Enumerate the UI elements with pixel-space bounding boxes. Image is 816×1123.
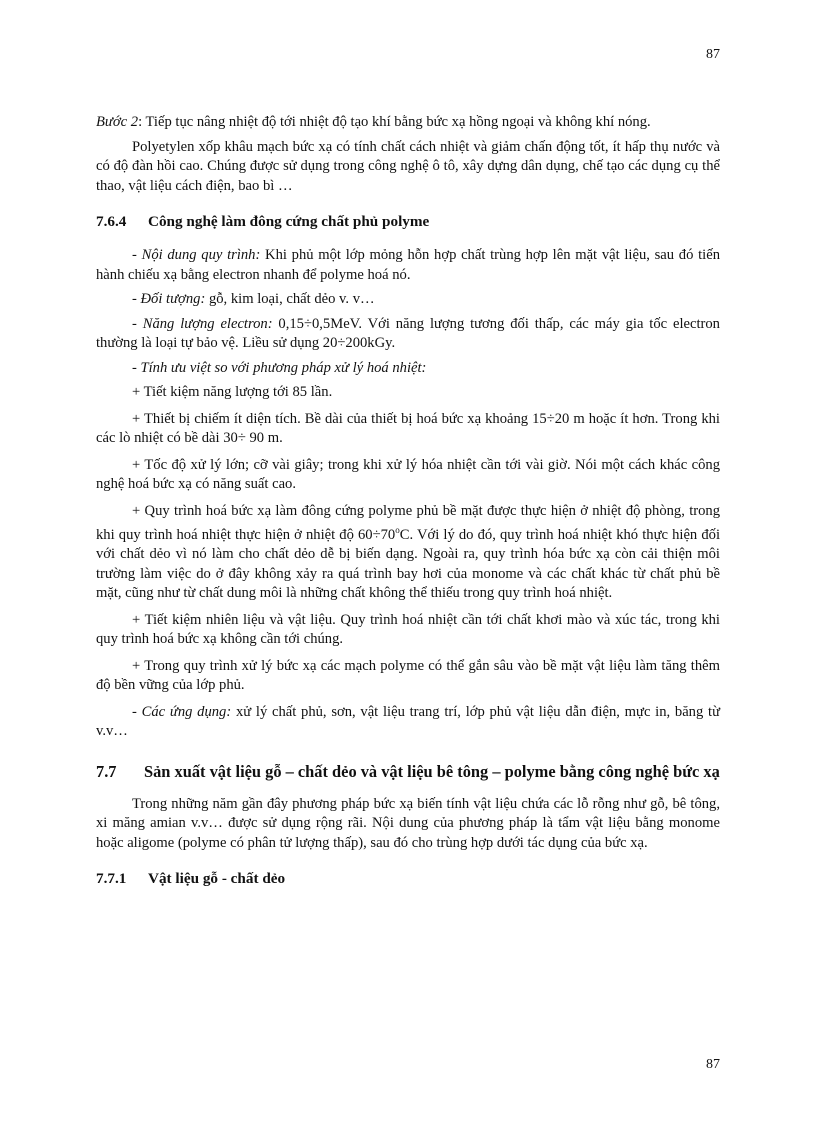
paragraph-nang-luong (96, 315, 720, 354)
bullet-4 (96, 502, 720, 604)
section-title: Công nghệ làm đông cứng chất phủ polyme (148, 213, 430, 230)
item-label: - Các ứng dụng: (132, 703, 232, 720)
item-label: - Tính ưu việt so với phương pháp xử lý hoá nhiệt: (132, 359, 427, 376)
section-heading-7-7-1 (96, 869, 720, 889)
page-body (96, 113, 720, 903)
bullet-2: + Thiết bị chiếm ít diện tích. Bề dài của thiết bị hoá bức xạ khoảng 15÷20 m hoặc ít hơn. Trong khi các lò nhiệt có bề dài 30÷ 90 m. (96, 410, 720, 446)
item-label: - Năng lượng electron: (132, 315, 273, 332)
item-text: gỗ, kim loại, chất dẻo v. v… (205, 291, 375, 307)
section-number: 7.6.4 (96, 213, 127, 230)
section-heading-7-7 (96, 760, 720, 783)
bullet-3: + Tốc độ xử lý lớn; cỡ vài giây; trong khi xử lý hóa nhiệt cần tới vài giờ. Nói một cách khác công nghệ hoá bức xạ có năng suất cao. (96, 456, 720, 492)
paragraph-noi-dung (96, 246, 720, 285)
page-number-bottom: 87 (706, 1057, 720, 1072)
degree-sign: o (395, 525, 400, 535)
paragraph-step-2 (96, 113, 720, 133)
item-text: 0,15÷0,5MeV. Với năng lượng tương đối thấp, các máy gia tốc electron thường là loại tự bảo vệ. Liều sử dụng 20÷200kGy. (96, 315, 720, 351)
page-number-top: 87 (706, 47, 720, 62)
section-heading-7-6-4 (96, 212, 720, 232)
item-label: - Nội dung quy trình: (132, 247, 261, 263)
paragraph-tinh-uu-viet (96, 359, 720, 379)
bullet-1: + Tiết kiệm năng lượng tới 85 lần. (132, 384, 333, 400)
paragraph-polyetylen: Polyetylen xốp khâu mạch bức xạ có tính chất cách nhiệt và giảm chấn động tốt, ít hấp thụ nước và có độ đàn hồi cao. Chúng được sử dụng trong công nghệ ô tô, xây dựng dân dụng, chế tạo các dụng cụ thể thao, vật liệu cách điện, bao bì … (96, 138, 720, 194)
bullet-4-text-a: + Quy trình hoá bức xạ làm đông cứng polyme phủ bề mặt được thực hiện ở nhiệt độ phòng, trong khi quy trình hoá nhiệt thực hiện ở nhiệt độ 60÷70 (96, 502, 720, 543)
paragraph-7-7: Trong những năm gần đây phương pháp bức xạ biến tính vật liệu chứa các lỗ rỗng như gỗ, bê tông, xi măng amian v.v… được sử dụng rộng rãi. Nội dung của phương pháp là tẩm vật liệu bằng monome hoặc aligome (polyme có phân tử lượng thấp), sau đó cho trùng hợp dưới tác dụng của bức xạ. (96, 795, 720, 851)
bullet-6: + Trong quy trình xử lý bức xạ các mạch polyme có thể gắn sâu vào bề mặt vật liệu làm tăng thêm độ bền vững của lớp phủ. (96, 657, 720, 694)
item-text: Khi phủ một lớp mỏng hỗn hợp chất trùng hợp lên mặt vật liệu, sau đó tiến hành chiếu xạ bằng electron nhanh để polyme hoá nó. (96, 247, 720, 283)
bullet-4-text-b: C. Với lý do đó, quy trình hoá nhiệt khó thực hiện đối với chất dẻo vì nó làm cho chất dẻo dễ bị biến dạng. Ngoài ra, quy trình hóa bức xạ còn cải thiện môi trường làm việc do ở đây không xảy ra quá trình bay hơi của monome và các chất khác từ chất phủ bề mặt, cũng như từ chất dung môi là những chất không thể thiếu trong quy trình hoá nhiệt. (96, 526, 721, 602)
step-2-text: : Tiếp tục nâng nhiệt độ tới nhiệt độ tạo khí bằng bức xạ hồng ngoại và không khí nóng. (138, 114, 651, 130)
section-number: 7.7 (96, 761, 117, 781)
paragraph-ung-dung (96, 703, 720, 742)
step-2-label: Bước 2 (96, 114, 139, 130)
bullet-5: + Tiết kiệm nhiên liệu và vật liệu. Quy trình hoá nhiệt cần tới chất khơi mào và xúc tác, trong khi quy trình hoá bức xạ không cần tới chúng. (96, 611, 720, 648)
paragraph-doi-tuong (96, 290, 720, 310)
section-title: Vật liệu gỗ - chất dẻo (148, 870, 286, 888)
item-text: xử lý chất phủ, sơn, vật liệu trang trí, lớp phủ vật liệu dẫn điện, mực in, băng từ v.v… (96, 703, 720, 740)
section-title: Sản xuất vật liệu gỗ – chất dẻo và vật liệu bê tông – polyme bằng công nghệ bức xạ (144, 761, 720, 781)
section-number: 7.7.1 (96, 870, 127, 888)
item-label: - Đối tượng: (132, 291, 206, 307)
